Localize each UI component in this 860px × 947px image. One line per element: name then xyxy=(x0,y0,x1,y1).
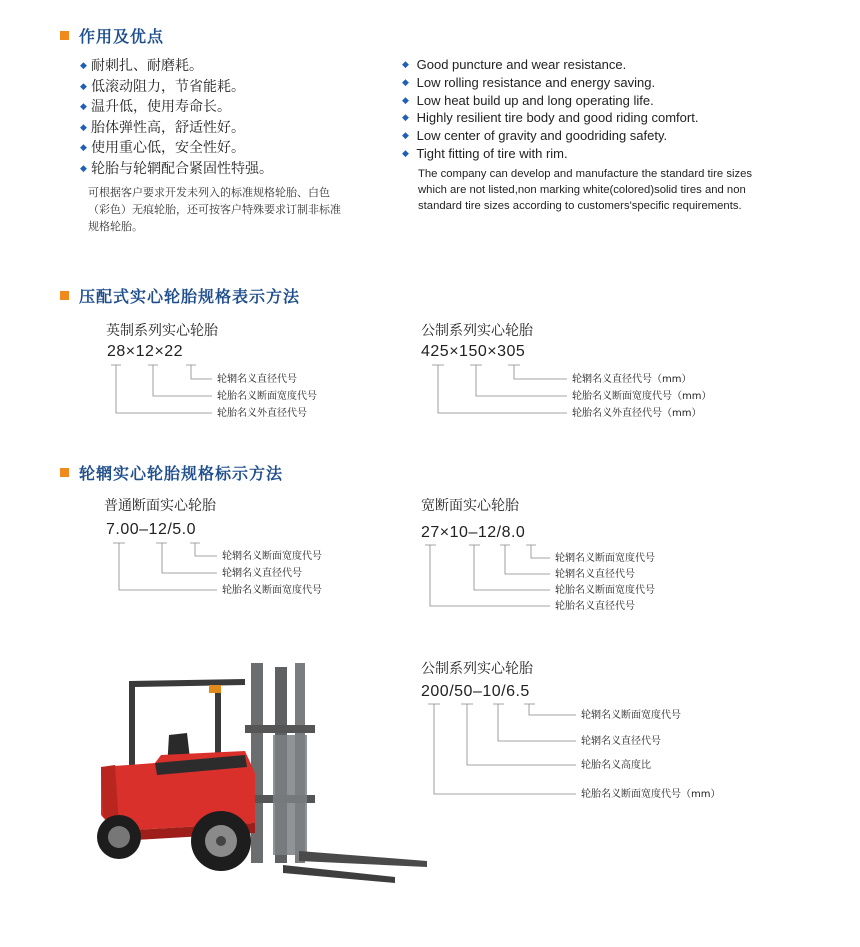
list-item: ◆ 低滚动阻力，节省能耗。 xyxy=(80,77,273,98)
diamond-bullet-icon: ◆ xyxy=(80,163,87,174)
normal-label-rim-diameter: 轮辋名义直径代号 xyxy=(222,568,302,579)
imperial-series-title: 英制系列实心轮胎 xyxy=(106,323,218,339)
diamond-bullet-icon: ◆ xyxy=(80,102,87,113)
list-item: ◆ 轮胎与轮辋配合紧固性特强。 xyxy=(80,159,273,180)
metric-rim-label-tire-width: 轮胎名义断面宽度代号（mm） xyxy=(581,789,721,800)
forklift-forks xyxy=(283,851,427,883)
list-item: ◆ 耐刺扎、耐磨耗。 xyxy=(80,56,273,77)
list-item: ◆ Low heat build up and long operating life. xyxy=(402,92,654,108)
metric-press-series-title: 公制系列实心轮胎 xyxy=(421,323,533,339)
diamond-bullet-icon: ◆ xyxy=(80,81,87,92)
diamond-bullet-icon: ◆ xyxy=(80,61,87,71)
forklift-illustration xyxy=(95,655,435,885)
wide-section-title: 宽断面实心轮胎 xyxy=(421,498,519,514)
imperial-formula: 28×12×22 xyxy=(107,343,184,360)
normal-section-title: 普通断面实心轮胎 xyxy=(104,498,216,514)
diamond-bullet-icon: ◆ xyxy=(402,94,409,105)
list-item: ◆ Good puncture and wear resistance. xyxy=(402,57,627,72)
diamond-bullet-icon: ◆ xyxy=(402,59,409,69)
section-title-text: 轮辋实心轮胎规格标示方法 xyxy=(79,464,284,483)
list-item: ◆ 胎体弹性高，舒适性好。 xyxy=(80,118,273,139)
metric-press-label-rim-diameter: 轮辋名义直径代号（mm） xyxy=(572,374,692,385)
list-item: ◆ 温升低，使用寿命长。 xyxy=(80,97,273,118)
diamond-bullet-icon: ◆ xyxy=(80,143,87,154)
diamond-bullet-icon: ◆ xyxy=(402,76,409,87)
section-title-rim-spec xyxy=(60,461,283,484)
imperial-label-section-width: 轮胎名义断面宽度代号 xyxy=(217,391,317,402)
metric-press-formula: 425×150×305 xyxy=(421,343,526,360)
section-title-advantages xyxy=(60,24,164,47)
metric-rim-series-title: 公制系列实心轮胎 xyxy=(421,661,533,677)
diamond-bullet-icon: ◆ xyxy=(80,122,87,133)
imperial-label-rim-diameter: 轮辋名义直径代号 xyxy=(217,374,297,385)
diamond-bullet-icon: ◆ xyxy=(402,112,409,123)
orange-square-icon xyxy=(60,468,69,477)
list-item: ◆ Highly resilient tire body and good riding comfort. xyxy=(402,110,699,126)
list-item: ◆ 使用重心低，安全性好。 xyxy=(80,138,273,159)
normal-label-tire-width: 轮胎名义断面宽度代号 xyxy=(222,585,322,596)
list-item: ◆ Low rolling resistance and energy saving. xyxy=(402,74,656,90)
section-title-text: 作用及优点 xyxy=(79,27,165,46)
zh-advantages-list xyxy=(80,56,273,180)
metric-rim-label-rim-diameter: 轮辋名义直径代号 xyxy=(581,736,661,747)
metric-rim-label-rim-width: 轮辋名义断面宽度代号 xyxy=(581,710,681,721)
orange-square-icon xyxy=(60,291,69,300)
orange-square-icon xyxy=(60,31,69,40)
section-title-text: 压配式实心轮胎规格表示方法 xyxy=(79,287,301,306)
list-item: ◆ Low center of gravity and goodriding safety. xyxy=(402,128,668,144)
en-custom-note: The company can develop and manufacture the standard tire sizes which are not listed,non marking white(colored)solid tires and non standard tire sizes according to customers'specific requirements. xyxy=(418,168,753,212)
zh-custom-note: 可根据客户要求开发未列入的标准规格轮胎、白色（彩色）无痕轮胎，还可按客户特殊要求订制非标准规格轮胎。 xyxy=(88,186,341,233)
list-item: ◆ Tight fitting of tire with rim. xyxy=(402,145,568,161)
diamond-bullet-icon: ◆ xyxy=(402,130,409,141)
metric-rim-formula: 200/50–10/6.5 xyxy=(421,683,530,700)
imperial-label-outer-diameter: 轮胎名义外直径代号 xyxy=(217,408,307,419)
diamond-bullet-icon: ◆ xyxy=(402,147,409,158)
wide-label-rim-diameter: 轮辋名义直径代号 xyxy=(555,569,635,580)
metric-rim-label-aspect-ratio: 轮胎名义高度比 xyxy=(581,760,651,771)
forklift-mast xyxy=(245,663,315,863)
en-advantages-list xyxy=(402,56,698,163)
section-title-press-on-spec xyxy=(60,284,300,307)
wide-label-tire-diameter: 轮胎名义直径代号 xyxy=(555,601,635,612)
metric-press-label-section-width: 轮胎名义断面宽度代号（mm） xyxy=(572,391,712,402)
wide-label-rim-width: 轮辋名义断面宽度代号 xyxy=(555,553,655,564)
normal-formula: 7.00–12/5.0 xyxy=(106,521,197,538)
wide-formula: 27×10–12/8.0 xyxy=(421,524,526,541)
wide-label-tire-width: 轮胎名义断面宽度代号 xyxy=(555,585,655,596)
normal-label-rim-width: 轮辋名义断面宽度代号 xyxy=(222,551,322,562)
metric-press-label-outer-diameter: 轮胎名义外直径代号（mm） xyxy=(572,408,702,419)
